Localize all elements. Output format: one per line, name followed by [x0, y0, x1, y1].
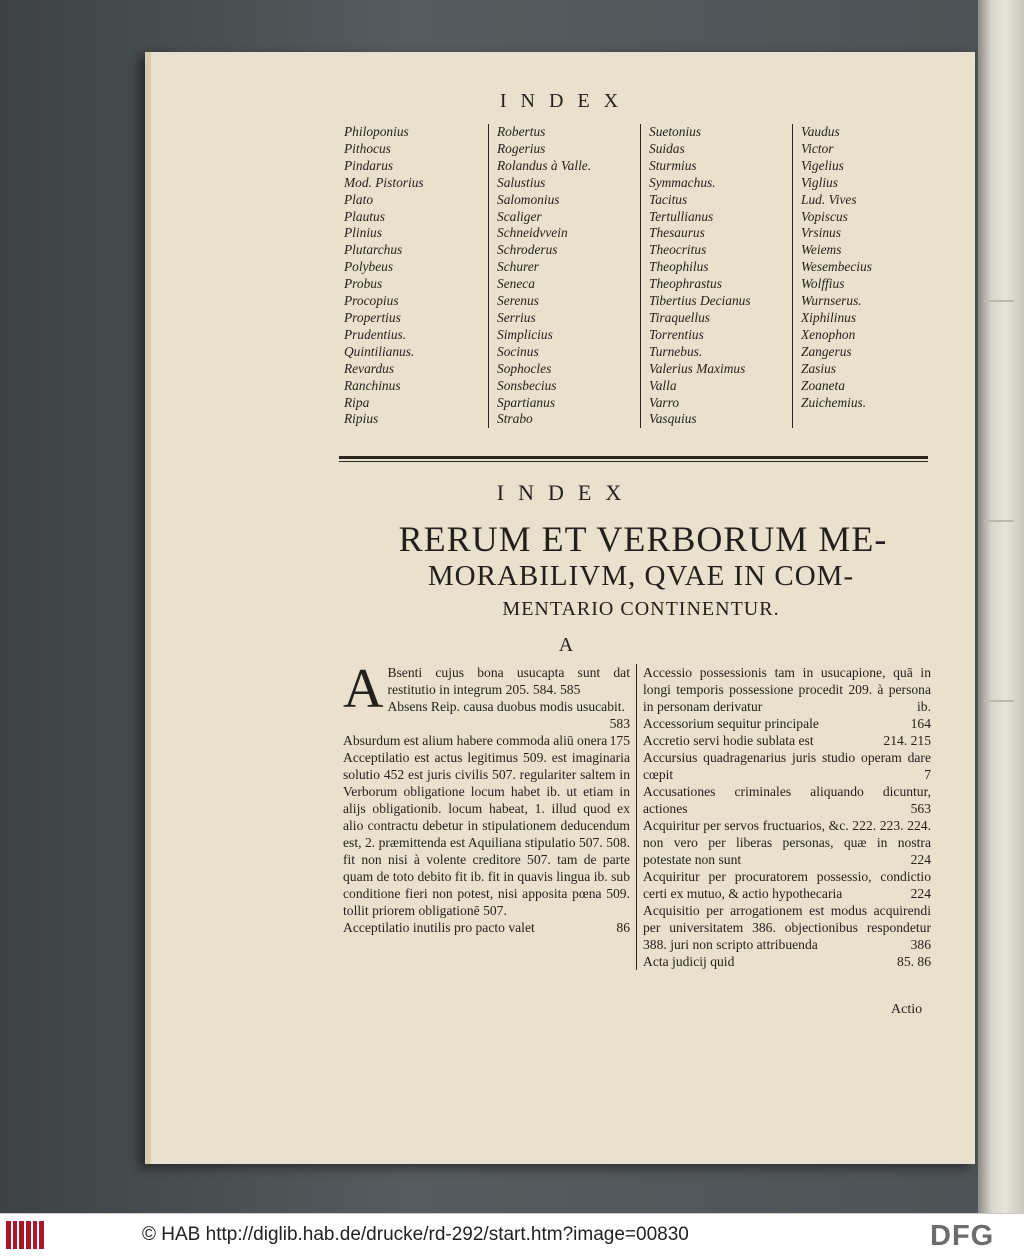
index-entry — [643, 902, 931, 953]
entry-text: Accessio possessionis tam in usucapione, quā in longi temporis possessione procedit 209. à persona in personam derivatur — [643, 665, 931, 714]
author-name: Symmachus. — [649, 174, 716, 190]
author-name: Pithocus — [344, 140, 391, 156]
author-name: Sturmius — [649, 157, 697, 173]
subject-index — [343, 658, 935, 970]
author-name: Wolffius — [801, 276, 845, 292]
author-name: Vigelius — [801, 157, 844, 173]
author-column-4 — [792, 124, 944, 428]
author-name: Strabo — [497, 411, 533, 427]
entry-page-ref: 175 — [609, 733, 630, 748]
author-name: Probus — [344, 276, 383, 292]
index-entry — [343, 732, 630, 749]
title-line-2: MORABILIVM, QVAE IN COM- — [427, 560, 855, 592]
entry-text: Acquisitio per arrogationem est modus acquirendi per universitatem 386. objectionibus respondetur 388. juri non scripto attribuenda — [643, 903, 931, 952]
author-name: Plautus — [344, 208, 385, 224]
entry-page-ref: ib. — [917, 699, 931, 714]
entry-text: Absens Reip. causa duobus modis usucabit. — [387, 699, 625, 714]
entry-text: Acceptilatio est actus legitimus 509. est imaginaria solutio 452 est juris civilis 507. regulariter saltem in Verborum obligatione locum habet ib. ut etiam in alijs obligationib. locum habeat, 1. illud quod ex alio contractu debetur in stipulationem deducendum est, 2. præmittenda est Aquiliana stipulatio 507. 508. fit non nisi à volente creditore 507. tam de parte quam de toto debito fit ib. fit in quavis lingua ib. sub conditione fieri non potest, nisi apposita pœna 509. tollit priorem obligationē 507. — [343, 750, 630, 918]
book-page — [145, 52, 975, 1164]
author-name: Victor — [801, 140, 834, 156]
author-column-2 — [488, 124, 640, 428]
index-entry — [643, 868, 931, 902]
author-name: Vopiscus — [801, 208, 848, 224]
author-name: Seneca — [497, 276, 535, 292]
author-name: Pindarus — [344, 157, 394, 173]
author-name: Sophocles — [497, 360, 552, 376]
drop-cap: A — [343, 658, 384, 720]
author-name: Ripa — [344, 394, 370, 410]
subject-column-right — [637, 664, 931, 970]
entry-page-ref: 224 — [910, 886, 931, 901]
author-name: Rolandus à Valle. — [497, 157, 592, 173]
author-name: Prudentius. — [344, 326, 407, 342]
author-index-columns — [336, 124, 944, 428]
author-name: Varro — [649, 394, 680, 410]
author-name: Vasquius — [649, 411, 697, 427]
author-name: Tertullianus — [649, 208, 714, 224]
entry-page-ref: 214. 215 — [883, 733, 931, 748]
entry-page-ref: 164 — [910, 716, 931, 731]
author-name: Schurer — [497, 259, 539, 275]
entry-text: Acquiritur per servos fructuarios, &c. 222. 223. 224. non vero per liberas personas, quæ in nostra potestate non sunt — [643, 818, 931, 867]
catchword: Actio — [891, 1002, 923, 1017]
author-name: Xenophon — [801, 326, 856, 342]
author-name: Suetonius — [649, 124, 702, 139]
index-heading-rerum: INDEX — [496, 480, 636, 505]
entry-page-ref: 563 — [910, 801, 931, 816]
author-name: Schneidvvein — [497, 225, 568, 241]
author-name: Tibertius Decianus — [649, 293, 751, 309]
author-name: Salustius — [497, 174, 546, 190]
author-name: Socinus — [497, 343, 539, 359]
author-name: Weiems — [801, 242, 842, 258]
index-entry — [643, 732, 931, 749]
footer-bar — [0, 1213, 1024, 1256]
author-name: Vaudus — [801, 124, 840, 139]
index-entry — [643, 715, 931, 732]
author-name: Philoponius — [344, 124, 409, 139]
entry-text: Accessorium sequitur principale — [643, 716, 819, 731]
title-line-1: RERUM ET VERBORUM ME- — [398, 519, 888, 559]
entry-page-ref: 86 — [616, 920, 630, 935]
entry-text: Accusationes criminales aliquando dicuntur, actiones — [643, 784, 931, 816]
index-entry — [643, 664, 931, 715]
author-name: Schroderus — [497, 242, 558, 258]
author-name: Simplicius — [497, 326, 553, 342]
author-name: Salomonius — [497, 191, 560, 207]
author-name: Theophilus — [649, 259, 709, 275]
entry-page-ref: 7 — [924, 767, 931, 782]
index-entry — [343, 919, 630, 936]
entry-text: Accretio servi hodie sublata est — [643, 733, 814, 748]
index-entry — [343, 698, 630, 732]
left-entry-list — [343, 658, 630, 936]
adjacent-page-edge — [978, 0, 1024, 1213]
copyright-link[interactable]: © HAB http://diglib.hab.de/drucke/rd-292/start.htm?image=00830 — [142, 1224, 689, 1245]
subject-column-left — [343, 658, 637, 970]
section-letter: A — [558, 634, 574, 656]
author-name: Xiphilinus — [801, 309, 857, 325]
author-name: Tacitus — [649, 191, 688, 207]
entry-page-ref: 583 — [609, 716, 630, 731]
author-name: Ripius — [344, 411, 379, 427]
author-name: Plutarchus — [344, 242, 403, 258]
author-name: Zangerus — [801, 343, 852, 359]
author-name: Suidas — [649, 140, 685, 156]
author-name: Polybeus — [344, 259, 394, 275]
author-name: Scaliger — [497, 208, 542, 224]
entry-page-ref: 224 — [910, 852, 931, 867]
author-name: Theophrastus — [649, 276, 722, 292]
author-name: Zoaneta — [801, 377, 845, 393]
index-entry — [643, 783, 931, 817]
entry-text: Accursius quadragenarius juris studio operam dare cœpit — [643, 750, 931, 782]
author-name: Serrius — [497, 309, 536, 325]
author-name: Mod. Pistorius — [344, 174, 424, 190]
author-name: Procopius — [344, 293, 399, 309]
section-divider — [339, 456, 928, 459]
author-name: Reνardus — [344, 360, 395, 376]
index-entry — [643, 817, 931, 868]
author-name: Torrentius — [649, 326, 704, 342]
entry-page-ref: 85. 86 — [897, 954, 931, 969]
author-name: Thesaurus — [649, 225, 705, 241]
author-name: Quintilianus. — [344, 343, 415, 359]
author-name: Robertus — [497, 124, 546, 139]
author-name: Turnebus. — [649, 343, 703, 359]
entry-text: Acquiritur per procuratorem possessio, condictio certi ex mutuo, & actio hypothecaria — [643, 869, 931, 901]
author-name: Viglius — [801, 174, 838, 190]
author-name: Valerius Maximus — [649, 360, 746, 376]
author-column-1 — [336, 124, 488, 428]
author-name: Ranchinus — [344, 377, 401, 393]
author-column-3 — [640, 124, 792, 428]
author-name: Spartianus — [497, 394, 556, 410]
index-heading-authors: INDEX — [499, 90, 633, 112]
author-name: Valla — [649, 377, 677, 393]
index-entry — [643, 953, 931, 970]
index-entry — [343, 664, 630, 698]
author-name: Rogerius — [497, 140, 546, 156]
right-entry-list — [643, 664, 931, 970]
index-entry — [643, 749, 931, 783]
dfg-logo: DFG — [930, 1220, 995, 1252]
author-name: Wesembecius — [801, 259, 872, 275]
entry-text: Absurdum est alium habere commoda aliū onera — [343, 733, 608, 748]
hab-logo-icon — [6, 1221, 44, 1249]
author-name: Serenus — [497, 293, 539, 309]
title-line-3: MENTARIO CONTINENTUR. — [502, 598, 780, 620]
author-name: Plato — [344, 191, 374, 207]
entry-text: Acceptilatio inutilis pro pacto valet — [343, 920, 535, 935]
index-entry — [343, 749, 630, 919]
author-name: Vrsinus — [801, 225, 841, 241]
author-name: Propertius — [344, 309, 401, 325]
author-name: Lud. Vives — [801, 191, 857, 207]
author-name: Plinius — [344, 225, 382, 241]
entry-text: Acta judicij quid — [643, 954, 735, 969]
entry-text: Bsenti cujus bona usucapta sunt dat restitutio in integrum 205. 584. 585 — [387, 665, 630, 697]
entry-page-ref: 386 — [910, 937, 931, 952]
author-name: Zuichemius. — [801, 394, 867, 410]
author-name: Sonsbecius — [497, 377, 557, 393]
author-name: Tiraquellus — [649, 309, 711, 325]
author-name: Zasius — [801, 360, 836, 376]
author-name: Theocritus — [649, 242, 707, 258]
author-name: Wurnserus. — [801, 293, 862, 309]
section-divider-thin — [339, 461, 928, 462]
